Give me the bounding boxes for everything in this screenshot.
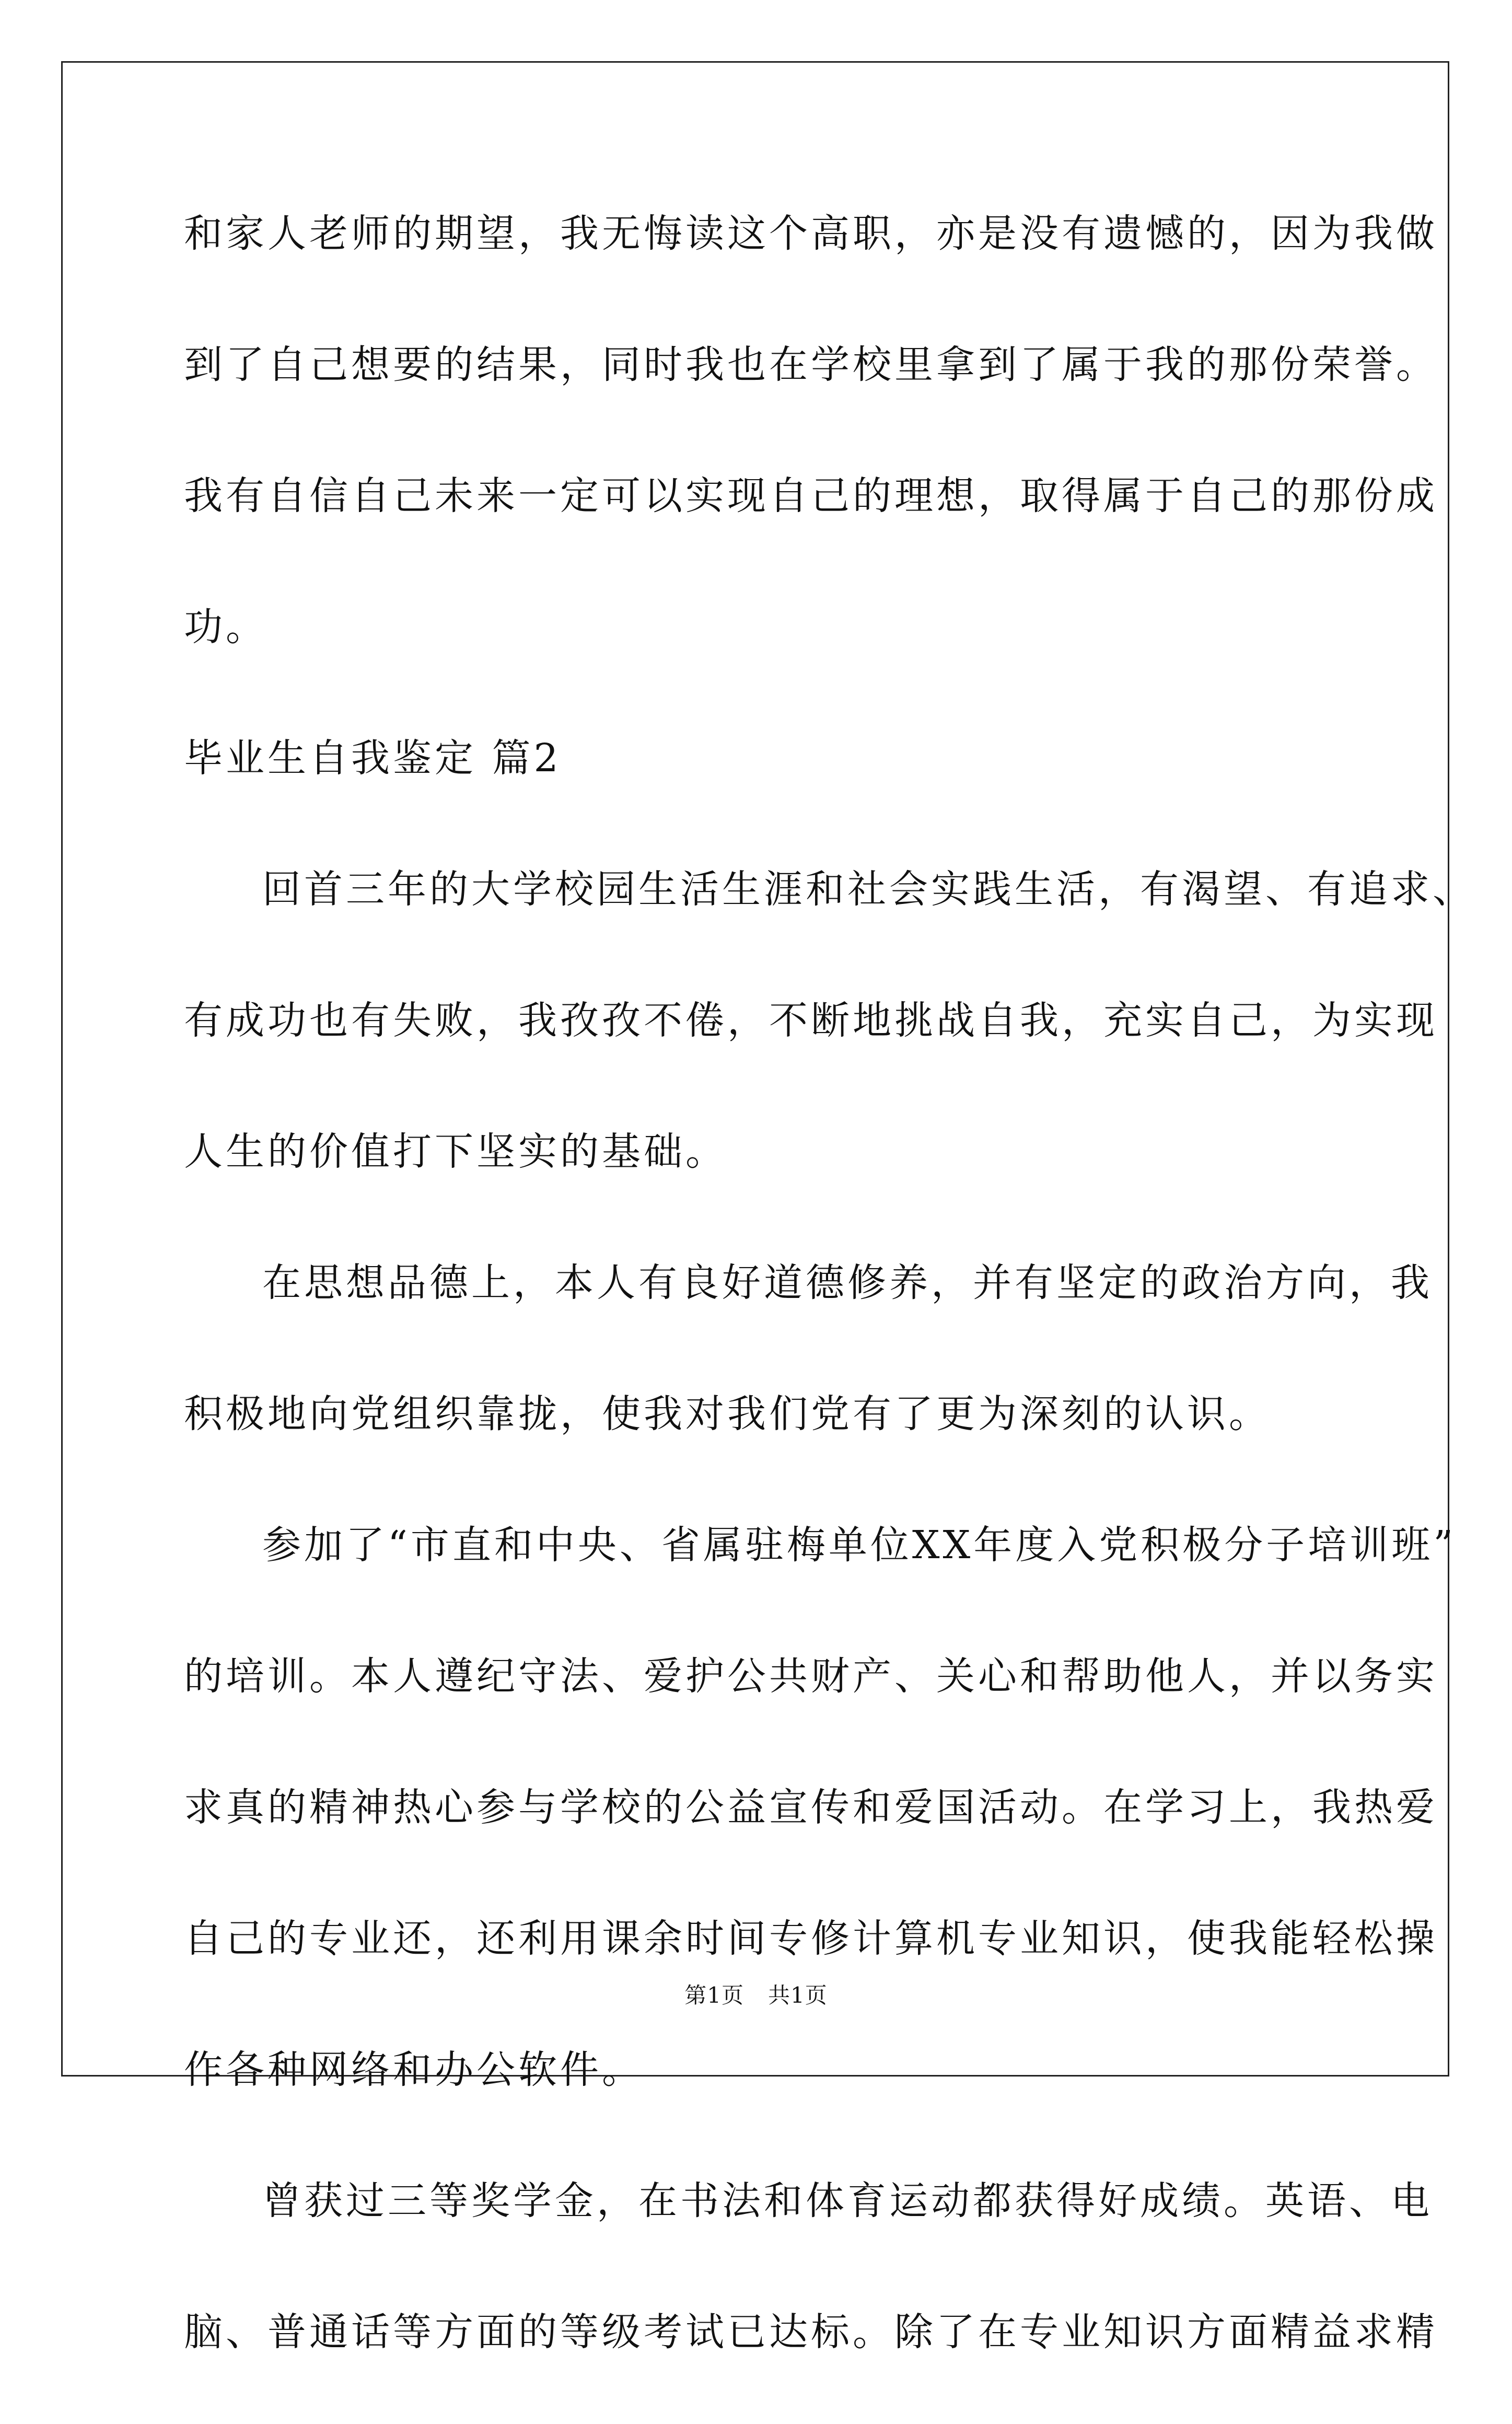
text-line: 在思想品德上，本人有良好道德修养，并有坚定的政治方向，我 — [262, 1260, 1433, 1305]
text-line: 的培训。本人遵纪守法、爱护公共财产、关心和帮助他人，并以务实 — [184, 1654, 1438, 1699]
section-heading: 毕业生自我鉴定 篇2 — [184, 736, 562, 781]
text-line: 脑、普通话等方面的等级考试已达标。除了在专业知识方面精益求精 — [184, 2310, 1438, 2355]
text-line: 人生的价值打下坚实的基础。 — [184, 1129, 727, 1174]
page-total: 共1页 — [768, 1982, 828, 2008]
text-line: 自己的专业还，还利用课余时间专修计算机专业知识，使我能轻松操 — [184, 1916, 1438, 1961]
text-line: 有成功也有失败，我孜孜不倦，不断地挑战自我，充实自己，为实现 — [184, 998, 1438, 1043]
text-line: 参加了“市直和中央、省属驻梅单位XX年度入党积极分子培训班” — [262, 1523, 1457, 1568]
text-line: 和家人老师的期望，我无悔读这个高职，亦是没有遗憾的，因为我做 — [184, 211, 1438, 256]
text-line: 作各种网络和办公软件。 — [184, 2047, 644, 2092]
text-line: 求真的精神热心参与学校的公益宣传和爱国活动。在学习上，我热爱 — [184, 1785, 1438, 1830]
text-line: 我有自信自己未来一定可以实现自己的理想，取得属于自己的那份成 — [184, 473, 1438, 518]
page-number: 第1页 — [684, 1982, 744, 2008]
text-line: 回首三年的大学校园生活生涯和社会实践生活，有渴望、有追求、 — [262, 867, 1474, 912]
text-line: 积极地向党组织靠拢，使我对我们党有了更为深刻的认识。 — [184, 1391, 1271, 1436]
text-line: 曾获过三等奖学金，在书法和体育运动都获得好成绩。英语、电 — [262, 2178, 1433, 2223]
text-line: 到了自己想要的结果，同时我也在学校里拿到了属于我的那份荣誉。 — [184, 342, 1438, 387]
text-line: 功。 — [184, 605, 267, 650]
page-footer — [0, 1978, 1512, 2010]
document-body — [184, 194, 1474, 2424]
